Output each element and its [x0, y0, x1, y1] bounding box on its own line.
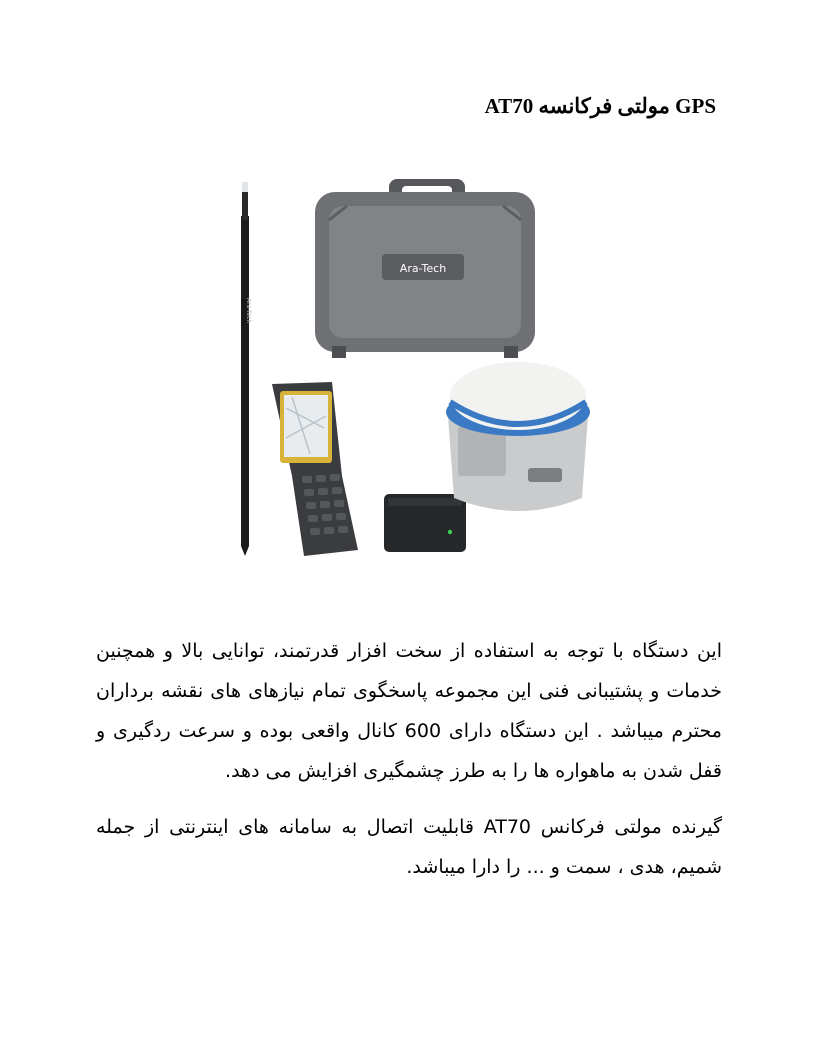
product-image: [232, 176, 612, 560]
pole-brand-label: Ara-Tech: [245, 298, 252, 324]
case-brand-label: Ara-Tech: [399, 262, 447, 275]
paragraph-connectivity: گیرنده مولتی فرکانس AT70 قابلیت اتصال به سامانه های اینترنتی از جمله شمیم، هدی ، سمت و ... را دارا میباشد.: [96, 816, 722, 878]
survey-pole: [241, 182, 252, 556]
gnss-receiver: [446, 362, 590, 511]
page-title: GPS مولتی فرکانسه AT70: [484, 94, 716, 118]
carrying-case: [315, 179, 535, 358]
battery-pack: [384, 494, 466, 552]
handheld-controller: [272, 382, 358, 556]
paragraph-description: این دستگاه با توجه به استفاده از سخت افزار قدرتمند، توانایی بالا و همچنین خدمات و پشتیبانی فنی این مجموعه پاسخگوی تمام نیازهای های نقشه برداران محترم میباشد . این دستگاه دارای 600 کانال واقعی بوده و سرعت ردگیری و قفل شدن به ماهواره ها را به طرز چشمگیری افزایش می دهد.: [96, 640, 722, 782]
